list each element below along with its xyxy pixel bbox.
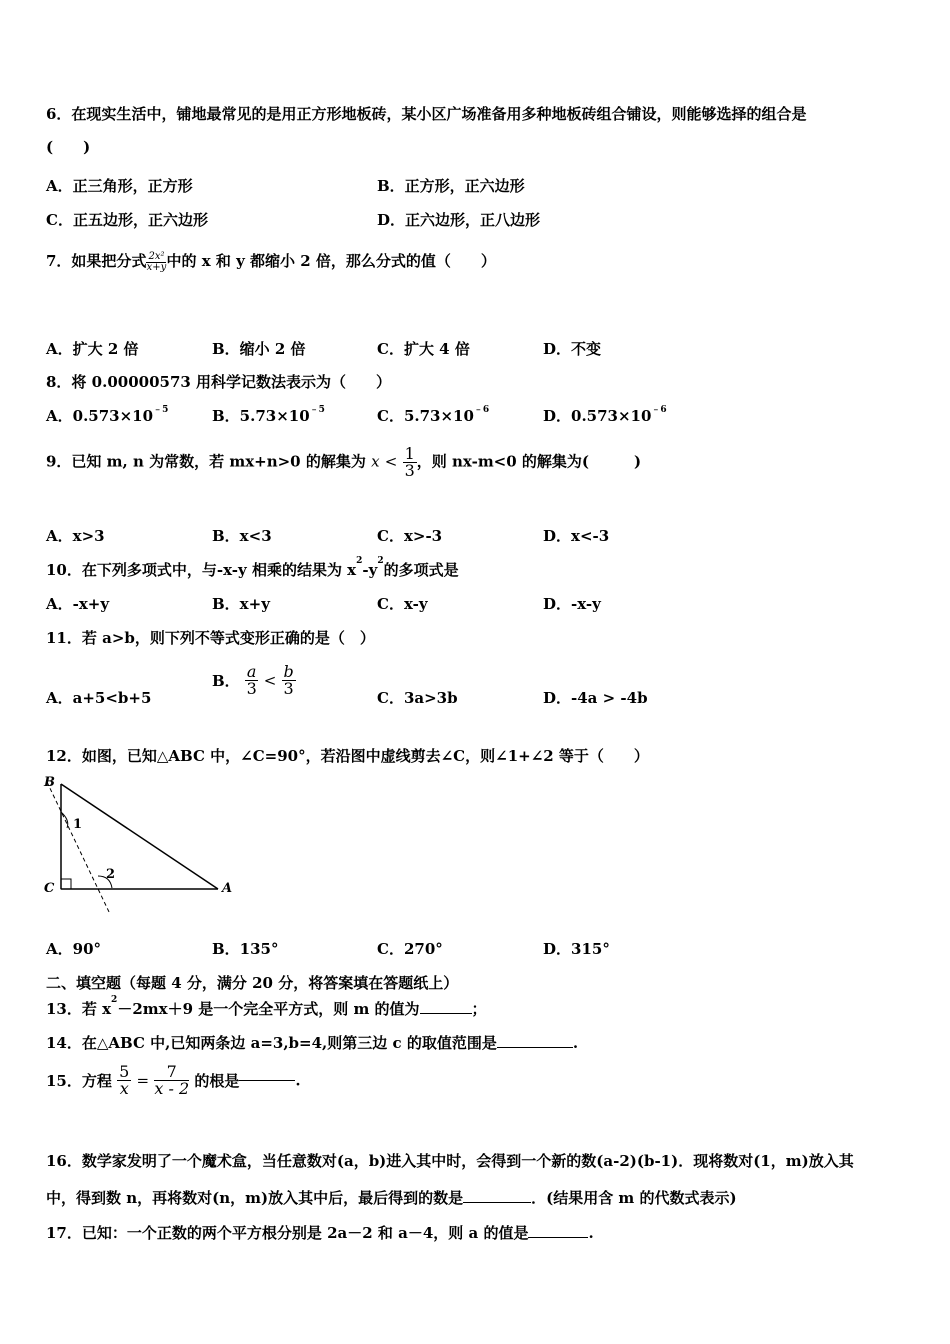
- q8-a-base: A．0.573×10: [46, 407, 154, 425]
- q7-fraction: [146, 252, 166, 273]
- label-a: A: [222, 881, 233, 896]
- q14-stem: [46, 1032, 578, 1053]
- q10-option-a: A．-x+y: [46, 595, 110, 613]
- q9-ineq-op: <: [384, 452, 398, 471]
- q9-fraction: [403, 446, 417, 479]
- q11-option-d: D．-4a > -4b: [543, 689, 648, 707]
- q16-line-2-text: 中，得到数 n，再将数对(n，m)放入其中后，最后得到的数是: [46, 1189, 464, 1207]
- cut-dashed-line: [47, 782, 110, 914]
- q9-frac-den: 3: [404, 461, 415, 480]
- q8-option-a: [46, 405, 168, 426]
- q8-option-b: [212, 405, 325, 426]
- q8-b-exp: ﹣5: [309, 405, 325, 415]
- q11-b-op: <: [263, 671, 277, 690]
- q17-answer-blank[interactable]: [528, 1237, 588, 1238]
- q15-frac2: [154, 1064, 189, 1097]
- q7-pre: 7．如果把分式: [46, 252, 147, 270]
- q15-answer-blank[interactable]: [239, 1080, 295, 1081]
- q15-num1: 5: [119, 1062, 130, 1081]
- q15-den1: x: [119, 1079, 129, 1098]
- q16-tail: ．(结果用含 m 的代数式表示): [531, 1189, 737, 1207]
- q16-line-2: [46, 1187, 737, 1208]
- q11-b-den1: 3: [246, 679, 257, 698]
- q13-answer-blank[interactable]: [420, 1013, 472, 1014]
- q17-tail: .: [588, 1224, 594, 1242]
- q15-eq: =: [136, 1071, 150, 1090]
- right-angle-mark: [61, 879, 71, 889]
- q7-post: 中的 x 和 y 都缩小 2 倍，那么分式的值（ ）: [166, 252, 496, 270]
- label-angle-2: 2: [106, 867, 116, 882]
- q11-stem: 11．若 a>b，则下列不等式变形正确的是（ ）: [46, 629, 375, 647]
- q12-stem: 12．如图，已知△ABC 中，∠C=90°，若沿图中虚线剪去∠C，则∠1+∠2 等于（ ）: [46, 747, 649, 765]
- q8-option-c: [377, 405, 489, 426]
- q8-c-base: C．5.73×10: [377, 407, 474, 425]
- q11-option-a: A．a+5<b+5: [46, 689, 152, 707]
- q13-pre: 13．若 x: [46, 1000, 112, 1018]
- q15-pre: 15．方程: [46, 1072, 112, 1090]
- q8-d-exp: ﹣6: [651, 405, 667, 415]
- q10-post: 的多项式是: [383, 561, 459, 579]
- q9-stem: [46, 446, 641, 479]
- q13-exp: 2: [111, 995, 118, 1005]
- q6-option-a: A．正三角形，正方形: [46, 177, 193, 195]
- q9-pre: 9．已知 m, n 为常数，若 mx+n>0 的解集为: [46, 452, 366, 471]
- q12-triangle-figure: [40, 772, 245, 922]
- q14-answer-blank[interactable]: [497, 1047, 573, 1048]
- q6-option-b: B．正方形，正六边形: [377, 177, 525, 195]
- q7-stem: [46, 250, 496, 273]
- q8-option-d: [543, 405, 667, 426]
- q7-frac-num: 2x²: [148, 250, 165, 262]
- q12-option-a: A．90°: [46, 940, 102, 958]
- q11-option-b: [212, 664, 296, 697]
- q10-option-b: B．x+y: [212, 595, 270, 613]
- q6-option-c: C．正五边形，正六边形: [46, 211, 208, 229]
- q9-option-c: C．x>-3: [377, 527, 443, 545]
- side-ba: [61, 784, 218, 889]
- q11-option-c: C．3a>3b: [377, 689, 458, 707]
- q7-option-d: D．不变: [543, 340, 602, 358]
- q7-frac-den: x+y: [146, 261, 167, 273]
- q10-stem: [46, 556, 459, 580]
- label-b: B: [44, 775, 55, 790]
- q15-tail: .: [295, 1071, 301, 1090]
- q9-post: ，则 nx-m<0 的解集为( ): [416, 452, 642, 471]
- q9-ineq-var: x: [371, 452, 380, 471]
- q13-tail: ；: [471, 1000, 487, 1018]
- label-c: C: [44, 881, 55, 896]
- q12-option-c: C．270°: [377, 940, 443, 958]
- q11-b-label: B．: [212, 672, 240, 690]
- q11-b-frac2: [282, 664, 296, 697]
- q15-frac1: [117, 1064, 131, 1097]
- q16-answer-blank[interactable]: [463, 1202, 531, 1203]
- q9-frac-num: 1: [404, 444, 415, 463]
- q10-mid: -y: [362, 561, 378, 579]
- q6-option-d: D．正六边形，正八边形: [377, 211, 541, 229]
- q9-option-d: D．x<-3: [543, 527, 610, 545]
- label-angle-1: 1: [73, 817, 83, 832]
- q13-stem: [46, 995, 487, 1019]
- q15-num2: 7: [154, 1064, 189, 1081]
- q11-b-den2: 3: [283, 679, 294, 698]
- q15-den2: x - 2: [154, 1079, 190, 1098]
- q13-post: －2mx＋9 是一个完全平方式，则 m 的值为: [117, 1000, 420, 1018]
- q11-b-frac1: [245, 664, 259, 697]
- q9-option-b: B．x<3: [212, 527, 272, 545]
- q11-b-num2: b: [283, 662, 294, 681]
- q10-exp-2: 2: [377, 556, 384, 566]
- q8-stem: 8．将 0.00000573 用科学记数法表示为（ ）: [46, 373, 392, 391]
- q7-option-b: B．缩小 2 倍: [212, 340, 306, 358]
- q10-option-c: C．x-y: [377, 595, 428, 613]
- q6-paren: ( ): [46, 138, 91, 156]
- q10-option-d: D．-x-y: [543, 595, 601, 613]
- q12-option-d: D．315°: [543, 940, 610, 958]
- q15-stem: [46, 1064, 301, 1097]
- q17-text: 17．已知：一个正数的两个平方根分别是 2a－2 和 a－4，则 a 的值是: [46, 1224, 529, 1242]
- q7-option-a: A．扩大 2 倍: [46, 340, 139, 358]
- q17-stem: [46, 1222, 594, 1243]
- q7-option-c: C．扩大 4 倍: [377, 340, 470, 358]
- q14-tail: .: [572, 1034, 579, 1052]
- q8-c-exp: ﹣6: [473, 405, 490, 415]
- q8-d-base: D．0.573×10: [543, 407, 652, 425]
- q9-option-a: A．x>3: [46, 527, 105, 545]
- q10-pre: 10．在下列多项式中，与-x-y 相乘的结果为 x: [46, 561, 357, 579]
- q12-option-b: B．135°: [212, 940, 279, 958]
- q6-stem: 6．在现实生活中，铺地最常见的是用正方形地板砖，某小区广场准备用多种地板砖组合铺设，则能够选择的组合是: [46, 105, 807, 123]
- q11-b-num1: a: [246, 662, 257, 681]
- q10-exp-1: 2: [356, 556, 363, 566]
- q16-line-1: 16．数学家发明了一个魔术盒，当任意数对(a，b)进入其中时，会得到一个新的数(a-2)(b-1)．现将数对(1，m)放入其: [46, 1152, 854, 1170]
- q8-a-exp: ﹣5: [153, 405, 169, 415]
- q8-b-base: B．5.73×10: [212, 407, 310, 425]
- q14-text: 14．在△ABC 中,已知两条边 a=3,b=4,则第三边 c 的取值范围是: [46, 1034, 497, 1052]
- q15-post: 的根是: [194, 1072, 240, 1090]
- section-2-heading: 二、填空题（每题 4 分，满分 20 分，将答案填在答题纸上）: [46, 974, 459, 992]
